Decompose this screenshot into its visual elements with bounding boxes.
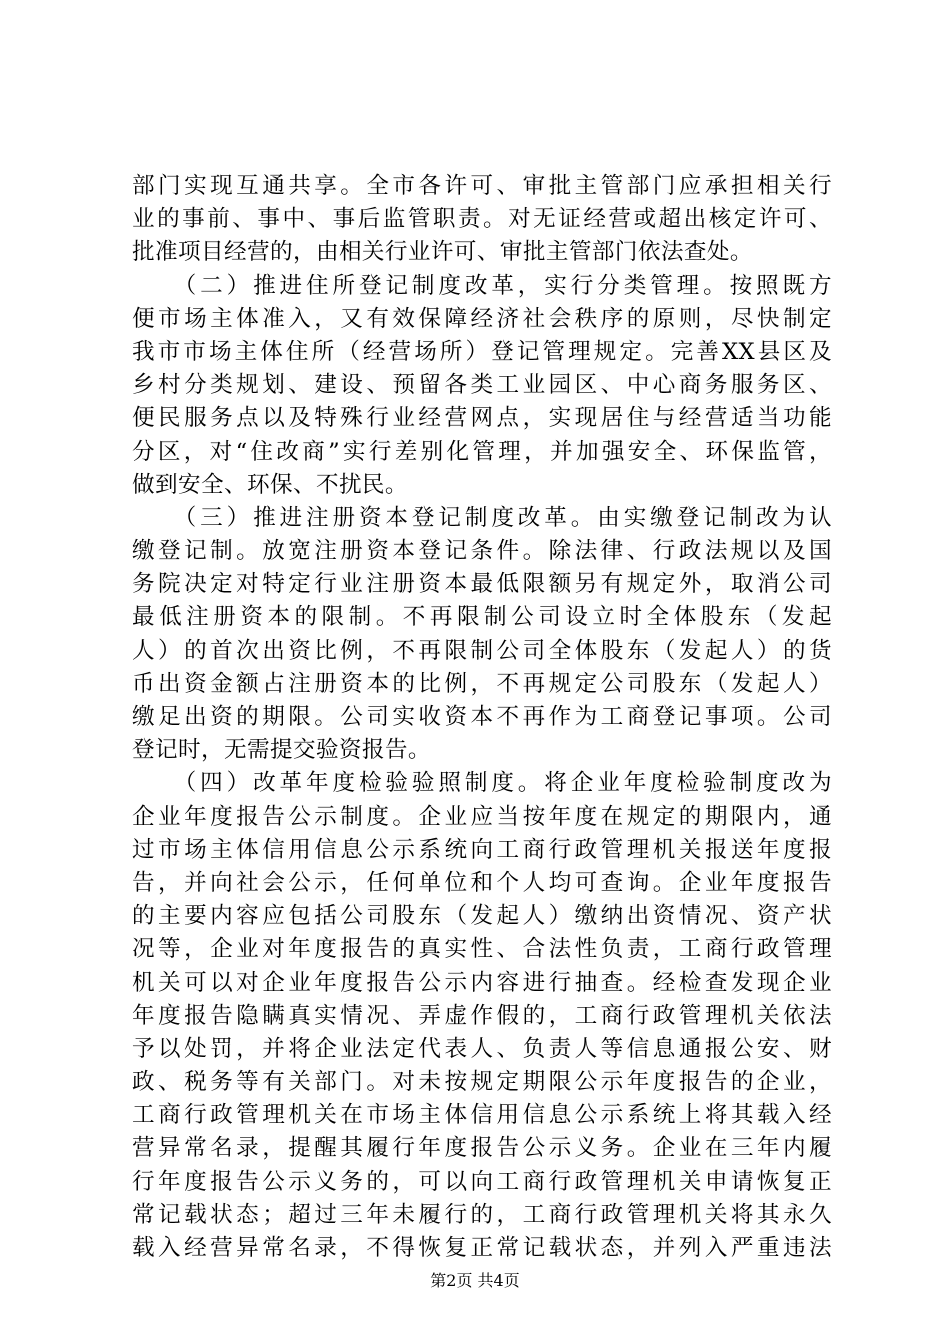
text-line: 告，并向社会公示，任何单位和个人均可查询。企业年度报告 [132, 869, 832, 896]
text-line: 缴登记制。放宽注册资本登记条件。除法律、行政法规以及国 [132, 538, 832, 565]
text-line: （二）推进住所登记制度改革，实行分类管理。按照既方 [132, 272, 832, 299]
text-line: 便市场主体准入，又有效保障经济社会秩序的原则，尽快制定 [132, 305, 832, 332]
text-line: 过市场主体信用信息公示系统向工商行政管理机关报送年度报 [132, 836, 832, 863]
text-line: 部门实现互通共享。全市各许可、审批主管部门应承担相关行 [132, 173, 832, 199]
text-line: 我市市场主体住所（经营场所）登记管理规定。完善XX县区及 [132, 338, 832, 365]
text-line: （三）推进注册资本登记制度改革。由实缴登记制改为认 [132, 504, 832, 531]
text-line: 人）的首次出资比例，不再限制公司全体股东（发起人）的货 [132, 637, 832, 664]
text-line: 载入经营异常名录，不得恢复正常记载状态，并列入严重违法 [132, 1235, 832, 1261]
text-line: 批准项目经营的，由相关行业许可、审批主管部门依法查处。 [132, 239, 753, 266]
text-line: 最低注册资本的限制。不再限制公司设立时全体股东（发起 [132, 604, 832, 631]
text-line: 务院决定对特定行业注册资本最低限额另有规定外，取消公司 [132, 571, 832, 598]
text-line: 做到安全、环保、不扰民。 [132, 471, 408, 498]
page-footer [0, 1268, 950, 1291]
text-line: 机关可以对企业年度报告公示内容进行抽查。经检查发现企业 [132, 969, 832, 996]
text-line: 年度报告隐瞒真实情况、弄虚作假的，工商行政管理机关依法 [132, 1002, 832, 1029]
text-line: 乡村分类规划、建设、预留各类工业园区、中心商务服务区、 [132, 372, 832, 399]
text-line: 况等，企业对年度报告的真实性、合法性负责，工商行政管理 [132, 936, 832, 963]
document-body [132, 170, 832, 1265]
text-line: 予以处罚，并将企业法定代表人、负责人等信息通报公安、财 [132, 1035, 832, 1062]
text-line: 行年度报告公示义务的，可以向工商行政管理机关申请恢复正 [132, 1168, 832, 1195]
text-line: 工商行政管理机关在市场主体信用信息公示系统上将其载入经 [132, 1102, 832, 1129]
text-line: 币出资金额占注册资本的比例，不再规定公司股东（发起人） [132, 670, 832, 697]
text-line: 便民服务点以及特殊行业经营网点，实现居住与经营适当功能 [132, 405, 832, 432]
text-line: 营异常名录，提醒其履行年度报告公示义务。企业在三年内履 [132, 1135, 832, 1162]
text-line: 缴足出资的期限。公司实收资本不再作为工商登记事项。公司 [132, 704, 832, 730]
text-line: 的主要内容应包括公司股东（发起人）缴纳出资情况、资产状 [132, 903, 832, 930]
text-line: 常记载状态；超过三年未履行的，工商行政管理机关将其永久 [132, 1201, 832, 1228]
text-line: 政、税务等有关部门。对未按规定期限公示年度报告的企业， [132, 1069, 832, 1096]
text-line: 企业年度报告公示制度。企业应当按年度在规定的期限内，通 [132, 803, 832, 830]
page-number-label: 第2页 共4页 [430, 1271, 520, 1290]
text-line: 分区，对“住改商”实行差别化管理，并加强安全、环保监管， [132, 438, 832, 465]
text-line: 登记时，无需提交验资报告。 [132, 737, 431, 764]
text-line: （四）改革年度检验验照制度。将企业年度检验制度改为 [132, 770, 832, 797]
text-line: 业的事前、事中、事后监管职责。对无证经营或超出核定许可、 [132, 206, 832, 233]
